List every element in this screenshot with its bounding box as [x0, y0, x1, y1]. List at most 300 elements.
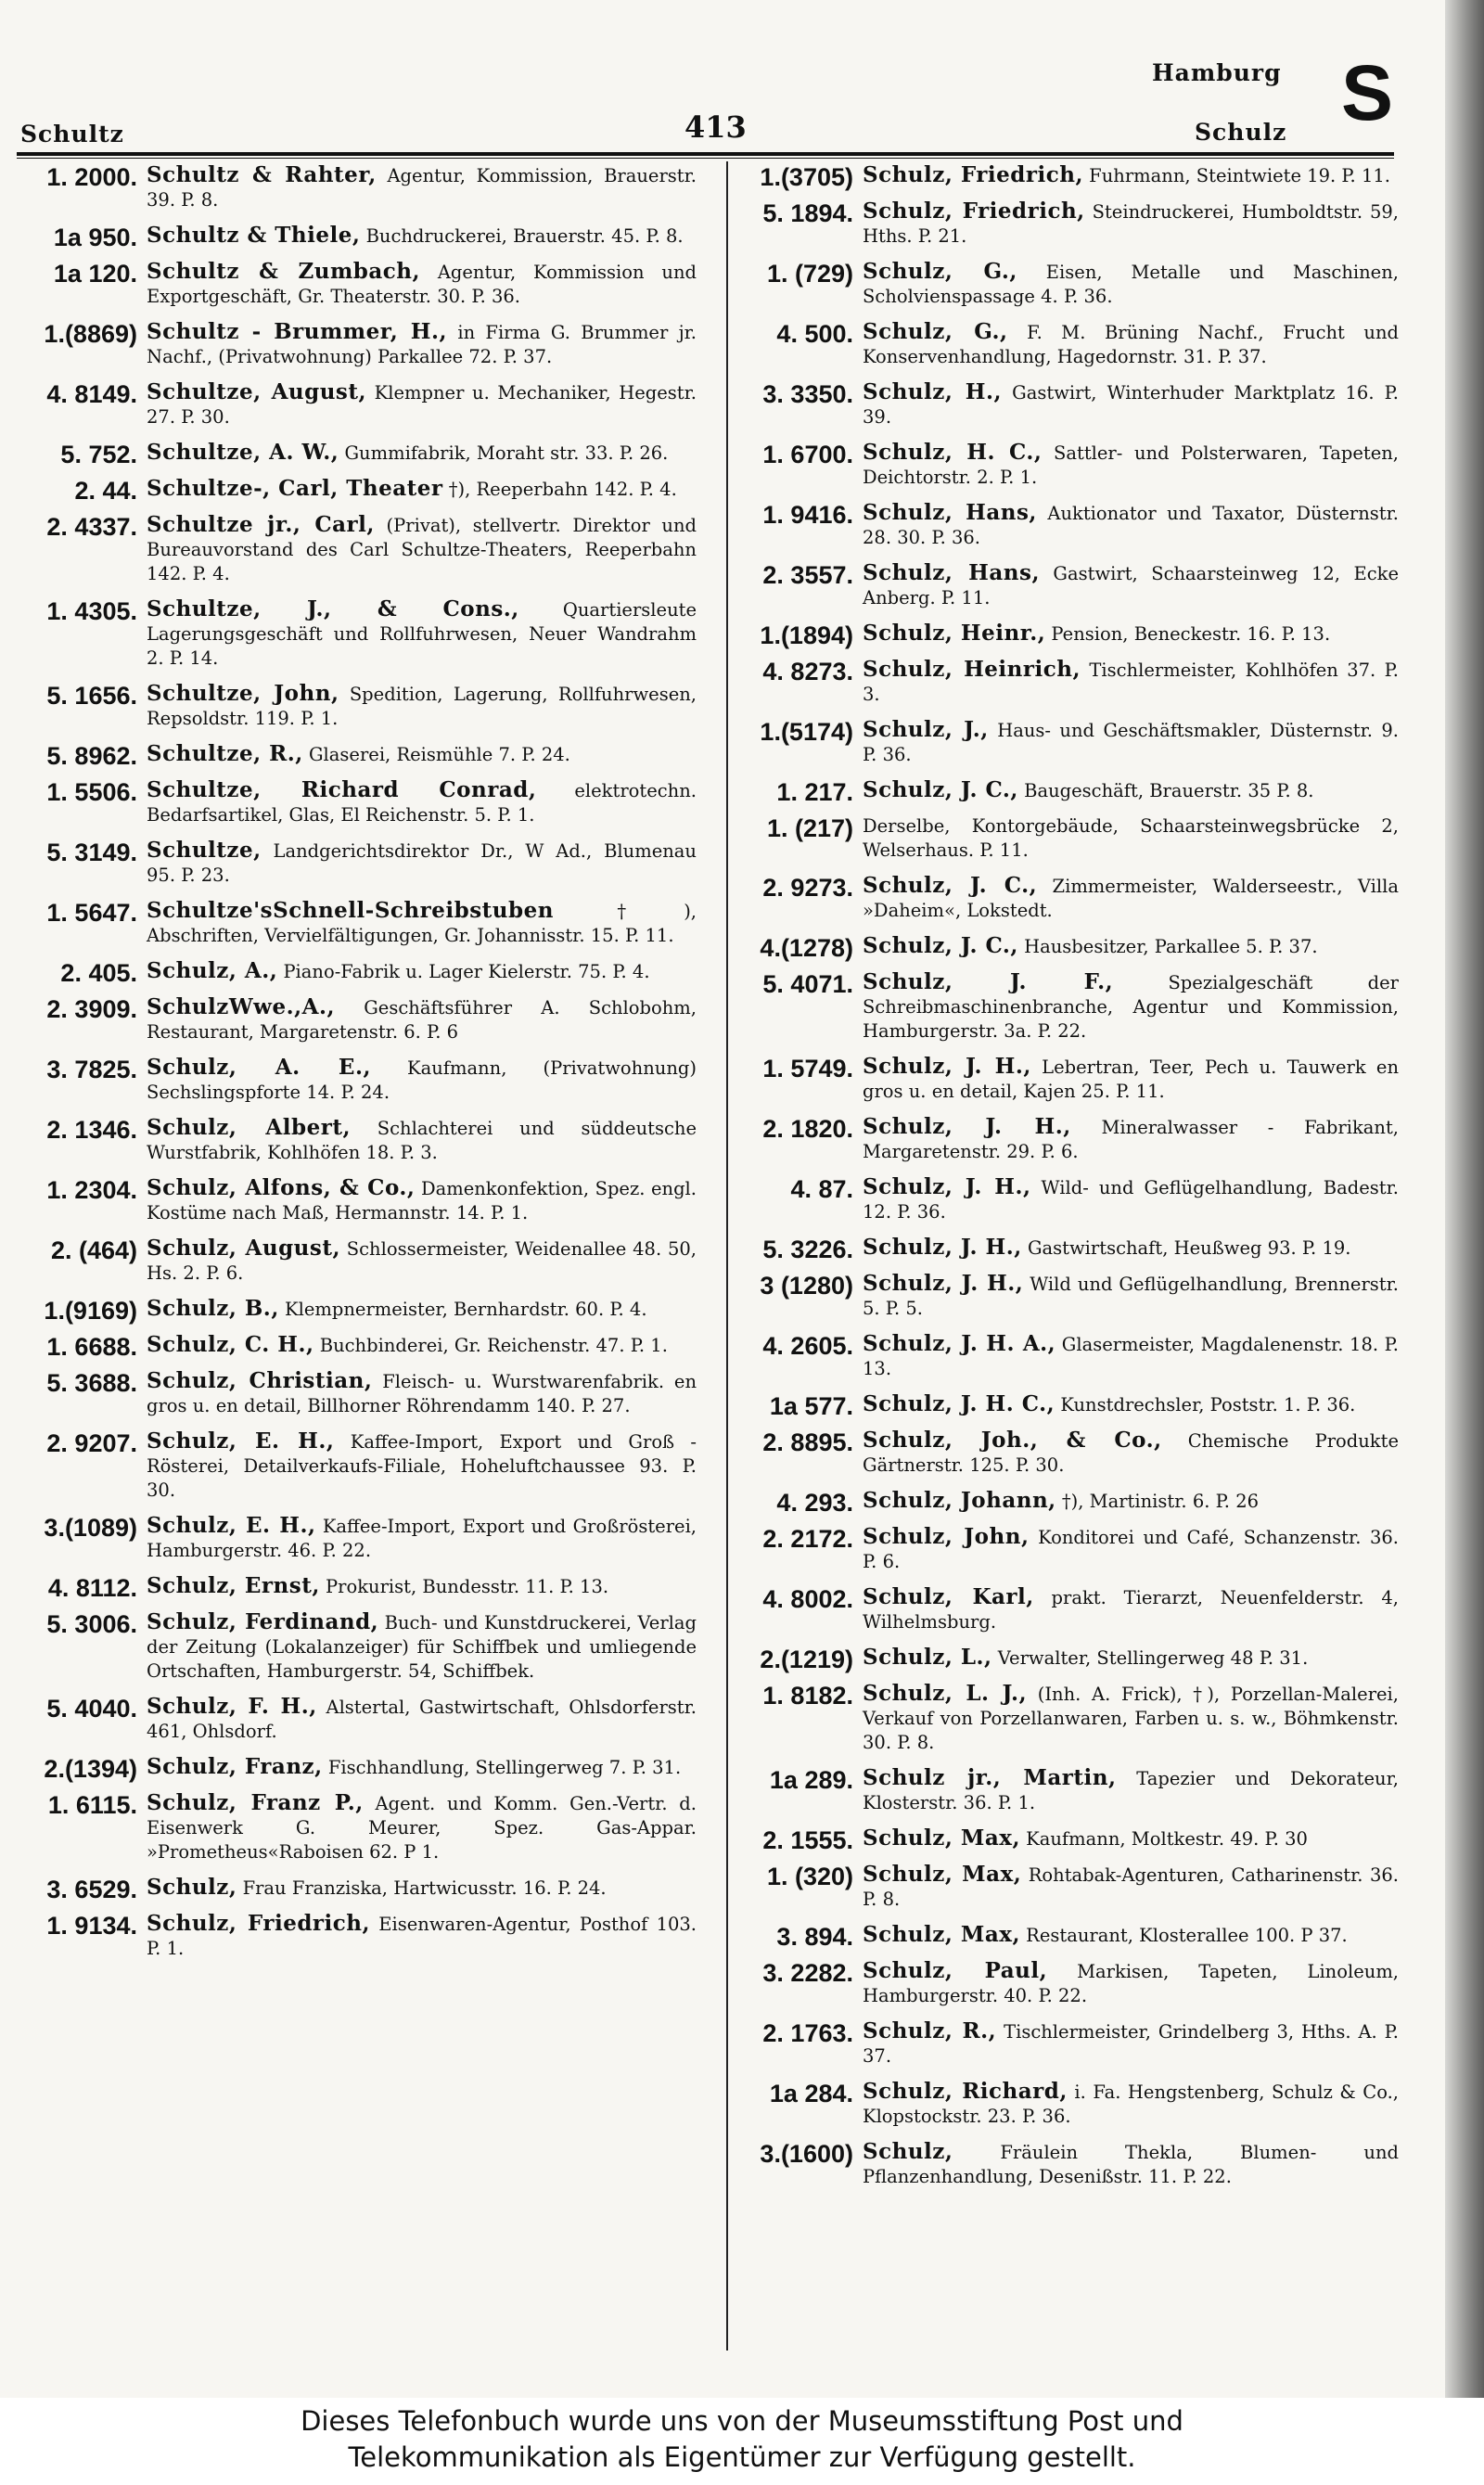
entry-details: Hausbesitzer, Parkallee 5. P. 37.: [1024, 936, 1318, 957]
entry-name: SchulzWwe.,A.,: [147, 994, 335, 1019]
entry-text: [147, 1695, 697, 1744]
entry-details: †), Abschriften, Vervielfältigungen, Gr. Johannisstr. 15. P. 11.: [147, 901, 697, 946]
entry-text: [863, 1175, 1399, 1224]
entry-name: Schulz, Joh., & Co.,: [863, 1428, 1162, 1453]
entry-text: [863, 260, 1399, 309]
directory-entry: [15, 513, 697, 586]
phone-number: 2. (464): [50, 1236, 137, 1264]
directory-entry: [735, 2019, 1399, 2069]
directory-entry: [15, 380, 697, 429]
entry-name: Schultze-, Carl, Theater: [147, 476, 443, 501]
phone-number: 2. 3909.: [46, 995, 137, 1023]
entry-name: Schultze, J., & Cons.,: [147, 596, 519, 621]
phone-number: 3.(1600): [760, 2140, 853, 2168]
entry-text: [147, 513, 697, 586]
phone-number: 1. 5506.: [46, 778, 137, 806]
entry-text: [863, 1489, 1399, 1514]
phone-number: 2. 3557.: [762, 561, 853, 589]
entry-name: Schulz, E. H.,: [147, 1513, 316, 1538]
entry-text: [863, 1236, 1399, 1261]
entry-details: Kaffee-Import, Export und Groß - Rösterei, Detailverkaufs-Filiale, Hoheluftchaussee 93. P. 30.: [147, 1431, 697, 1501]
phone-number: 5. 1894.: [762, 199, 853, 227]
entry-text: [147, 1176, 697, 1225]
phone-number: 3.(1089): [44, 1514, 137, 1542]
entry-text: [147, 1116, 697, 1165]
entry-text: [147, 441, 697, 466]
entry-name: Schultz & Rahter,: [147, 162, 377, 187]
left-column: [15, 163, 697, 1972]
entry-details: Buchbinderei, Gr. Reichenstr. 47. P. 1.: [319, 1335, 668, 1356]
directory-entry: [15, 597, 697, 671]
phone-number: 1.(9169): [44, 1297, 137, 1325]
phone-number: 1. 2304.: [46, 1176, 137, 1204]
directory-entry: [735, 1682, 1399, 1755]
entry-text: [863, 658, 1399, 707]
entry-name: Schulz jr., Martin,: [863, 1765, 1117, 1790]
entry-text: [863, 778, 1399, 803]
entry-text: [863, 1682, 1399, 1755]
entry-details: (Privat), stellvertr. Direktor und Bureauvorstand des Carl Schultze-Theaters, Reeperbahn 142. P. 4.: [147, 515, 697, 584]
entry-details: prakt. Tierarzt, Neuenfelderstr. 4, Wilhelmsburg.: [863, 1587, 1399, 1633]
entry-details: Rohtabak-Agenturen, Catharinenstr. 36. P. 8.: [863, 1864, 1399, 1910]
entry-details: Gastwirt, Schaarsteinweg 12, Ecke Anberg. P. 11.: [863, 563, 1399, 608]
entry-name: Schulz, Friedrich,: [147, 1911, 371, 1936]
phone-number: 1. 4305.: [46, 597, 137, 625]
directory-entry: [735, 1428, 1399, 1478]
phone-number: 4. 8002.: [762, 1585, 853, 1613]
entry-text: [863, 1646, 1399, 1671]
entry-name: Schultze jr., Carl,: [147, 512, 375, 537]
entry-name: Schulz, J. H.,: [863, 1174, 1031, 1199]
entry-text: [147, 742, 697, 767]
entry-details: Zimmermeister, Walderseestr., Villa »Daheim«, Lokstedt.: [863, 876, 1399, 921]
entry-text: [863, 718, 1399, 767]
entry-name: Schulz, Karl,: [863, 1584, 1034, 1609]
entry-details: Eisenwaren-Agentur, Posthof 103. P. 1.: [147, 1914, 697, 1959]
entry-details: Glaserei, Reismühle 7. P. 24.: [308, 744, 570, 765]
entry-name: Schulz,: [863, 2139, 953, 2164]
phone-number: 4. 2605.: [762, 1332, 853, 1360]
phone-number: 5. 3688.: [46, 1369, 137, 1397]
entry-details: Konditorei und Café, Schanzenstr. 36. P. 6.: [863, 1527, 1400, 1572]
directory-entry: [735, 1272, 1399, 1321]
directory-entry: [15, 1116, 697, 1165]
entry-details: Baugeschäft, Brauerstr. 35 P. 8.: [1024, 780, 1314, 801]
entry-text: [147, 477, 697, 502]
entry-details: F. M. Brüning Nachf., Frucht und Konservenhandlung, Hagedornstr. 31. P. 37.: [863, 322, 1400, 367]
directory-entry: [735, 1175, 1399, 1224]
phone-number: 1. 217.: [776, 778, 853, 806]
entry-text: [147, 163, 697, 212]
phone-number: 5. 3226.: [762, 1236, 853, 1263]
phone-number: 3. 3350.: [762, 380, 853, 408]
phone-number: 5. 4040.: [46, 1695, 137, 1723]
phone-number: 1. 8182.: [762, 1682, 853, 1710]
entry-details: Lebertran, Teer, Pech u. Tauwerk en gros u. en detail, Kajen 25. P. 11.: [863, 1057, 1400, 1102]
phone-number: 1. 5749.: [762, 1055, 853, 1082]
phone-number: 3. 2282.: [762, 1959, 853, 1987]
phone-number: 1.(8869): [44, 320, 137, 348]
entry-name: Schulz, Johann,: [863, 1488, 1056, 1513]
entry-details: Agentur, Kommission und Exportgeschäft, Gr. Theaterstr. 30. P. 36.: [147, 262, 697, 307]
phone-number: 1a 284.: [769, 2080, 853, 2107]
entry-details: Wild- und Geflügelhandlung, Badestr. 12. P. 36.: [863, 1177, 1399, 1223]
entry-text: [863, 1392, 1399, 1417]
phone-number: 1a 120.: [53, 260, 137, 288]
phone-number: 4. 8112.: [47, 1574, 137, 1602]
directory-entry: [735, 1825, 1399, 1854]
entry-details: Agent. und Komm. Gen.-Vertr. d. Eisenwerk G. Meurer, Spez. Gas-Appar. »Prometheus«Raboisen 62. P 1.: [147, 1793, 697, 1863]
entry-text: [863, 2019, 1399, 2069]
directory-entry: [15, 1429, 697, 1503]
entry-name: Schulz, A.,: [147, 958, 278, 983]
entry-text: [147, 1574, 697, 1599]
phone-number: 1. 6688.: [46, 1333, 137, 1361]
entry-details: Kaffee-Import, Export und Großrösterei, Hamburgerstr. 46. P. 22.: [147, 1516, 697, 1561]
header-right-keyword: Schulz: [1195, 119, 1287, 146]
entry-text: [863, 1428, 1399, 1478]
entry-name: Schulz, Franz,: [147, 1754, 323, 1779]
directory-entry: [735, 561, 1399, 610]
entry-text: [147, 260, 697, 309]
directory-entry: [735, 814, 1399, 863]
entry-details: †), Reeperbahn 142. P. 4.: [448, 479, 677, 500]
entry-name: Schultze, August,: [147, 379, 367, 404]
phone-number: 2. 44.: [74, 477, 137, 505]
phone-number: 1. 6700.: [762, 441, 853, 468]
directory-entry: [735, 1766, 1399, 1815]
entry-details: Kunstdrechsler, Poststr. 1. P. 36.: [1060, 1394, 1356, 1415]
directory-entry: [15, 778, 697, 827]
entry-text: [147, 320, 697, 369]
directory-entry: [735, 1115, 1399, 1164]
entry-text: [863, 970, 1399, 1044]
phone-number: 3. 894.: [776, 1923, 853, 1951]
directory-entry: [15, 1332, 697, 1361]
directory-entry: [735, 162, 1399, 191]
entry-text: [147, 839, 697, 888]
entry-details: Wild und Geflügelhandlung, Brennerstr. 5. P. 5.: [863, 1274, 1399, 1319]
entry-name: Schulz, H. C.,: [863, 440, 1043, 465]
phone-number: 3. 7825.: [46, 1056, 137, 1083]
entry-name: Schulz, J. F.,: [863, 969, 1114, 994]
entry-details: Geschäftsführer A. Schlobohm, Restaurant, Margaretenstr. 6. P. 6: [147, 997, 697, 1043]
phone-number: 5. 3006.: [46, 1610, 137, 1638]
directory-entry: [735, 1391, 1399, 1420]
entry-details: Kaufmann, Moltkestr. 49. P. 30: [1026, 1828, 1308, 1850]
phone-number: 4. 500.: [776, 320, 853, 348]
footer-notice: [0, 2398, 1484, 2485]
entry-text: [863, 621, 1399, 647]
entry-text: [147, 224, 697, 249]
entry-name: Schultz - Brummer, H.,: [147, 319, 448, 344]
phone-number: 1. 2000.: [46, 163, 137, 191]
directory-entry: [735, 1585, 1399, 1634]
entry-details: i. Fa. Hengstenberg, Schulz & Co., Klopstockstr. 23. P. 36.: [863, 2082, 1400, 2127]
entry-name: Schulz, H.,: [863, 379, 1003, 404]
phone-number: 4. 8149.: [46, 380, 137, 408]
entry-details: Eisen, Metalle und Maschinen, Scholvienspassage 4. P. 36.: [863, 262, 1399, 307]
entry-text: [147, 380, 697, 429]
directory-entry: [15, 1296, 697, 1325]
entry-text: [147, 1333, 697, 1358]
entry-name: Schulz, E. H.,: [147, 1428, 335, 1454]
phone-number: 2. 405.: [60, 959, 137, 987]
entry-text: [863, 1863, 1399, 1912]
directory-entry: [735, 2080, 1399, 2129]
entry-name: Schulz, Friedrich,: [863, 199, 1085, 224]
entry-name: Schulz, Friedrich,: [863, 162, 1083, 187]
entry-text: [863, 2140, 1399, 2189]
entry-details: Auktionator und Taxator, Düsternstr. 28. 30. P. 36.: [863, 503, 1399, 548]
entry-name: Schulz, Max,: [863, 1922, 1020, 1947]
entry-details: Mineralwasser - Fabrikant, Margaretenstr. 29. P. 6.: [863, 1117, 1400, 1162]
entry-details: Fräulein Thekla, Blumen- und Pflanzenhandlung, Desenißstr. 11. P. 22.: [863, 2142, 1399, 2187]
entry-name: Schulz, Hans,: [863, 560, 1040, 585]
footer-line-2: Telekommunikation als Eigentümer zur Verfügung gestellt.: [348, 2441, 1136, 2473]
directory-entry: [735, 621, 1399, 647]
directory-entry: [735, 718, 1399, 767]
phone-number: 5. 1656.: [46, 682, 137, 710]
entry-name: Schulz, R.,: [863, 2018, 997, 2043]
phone-number: 2. 2172.: [762, 1525, 853, 1553]
directory-entry: [735, 199, 1399, 249]
entry-text: [863, 501, 1399, 550]
phone-number: 4. 8273.: [762, 658, 853, 685]
directory-entry: [15, 1176, 697, 1225]
entry-text: [147, 597, 697, 671]
phone-number: 2. 8895.: [762, 1428, 853, 1456]
directory-entry: [15, 899, 697, 948]
entry-text: [863, 934, 1399, 959]
entry-details: Landgerichtsdirektor Dr., W Ad., Blumenau 95. P. 23.: [147, 840, 697, 886]
phone-number: 2. 1763.: [762, 2019, 853, 2047]
entry-text: [863, 2080, 1399, 2129]
header-left-keyword: Schultz: [20, 121, 124, 147]
phone-number: 2. 9273.: [762, 874, 853, 902]
entry-details: Pension, Beneckestr. 16. P. 13.: [1051, 623, 1331, 645]
directory-entry: [15, 260, 697, 309]
entry-text: [147, 995, 697, 1044]
directory-entry: [735, 777, 1399, 806]
entry-text: [863, 1585, 1399, 1634]
entry-text: [147, 778, 697, 827]
directory-entry: [735, 380, 1399, 429]
page-number: 413: [684, 109, 747, 145]
entry-text: [147, 1791, 697, 1864]
directory-entry: [15, 682, 697, 731]
entry-text: [863, 1115, 1399, 1164]
phone-number: 5. 752.: [60, 441, 137, 468]
entry-name: Schulz, Heinrich,: [863, 657, 1081, 682]
entry-name: Schulz, F. H.,: [147, 1694, 317, 1719]
entry-name: Schulz, Albert,: [147, 1115, 351, 1140]
entry-name: Schulz, J. H.,: [863, 1271, 1024, 1296]
directory-entry: [735, 1525, 1399, 1574]
entry-details: Derselbe, Kontorgebäude, Schaarsteinwegsbrücke 2, Welserhaus. P. 11.: [863, 815, 1399, 861]
phone-number: 5. 3149.: [46, 839, 137, 866]
entry-text: [147, 959, 697, 984]
entry-details: Schlachterei und süddeutsche Wurstfabrik, Kohlhöfen 18. P. 3.: [147, 1118, 697, 1163]
entry-text: [863, 814, 1399, 863]
directory-entry: [15, 1514, 697, 1563]
entry-details: Restaurant, Klosterallee 100. P 37.: [1026, 1925, 1348, 1946]
entry-text: [147, 1755, 697, 1780]
entry-details: Buchdruckerei, Brauerstr. 45. P. 8.: [365, 225, 684, 247]
directory-entry: [15, 1236, 697, 1286]
directory-entry: [735, 441, 1399, 490]
entry-details: Glasermeister, Magdalenenstr. 18. P. 13.: [863, 1334, 1399, 1379]
directory-entry: [15, 1610, 697, 1684]
entry-name: Schultze, John,: [147, 681, 339, 706]
directory-entry: [735, 874, 1399, 923]
directory-entry: [15, 1876, 697, 1901]
directory-entry: [735, 1863, 1399, 1912]
directory-entry: [735, 1922, 1399, 1951]
directory-entry: [15, 1573, 697, 1602]
entry-name: Schulz, B.,: [147, 1296, 279, 1321]
entry-name: Schulz, G.,: [863, 259, 1017, 284]
footer-line-1: Dieses Telefonbuch wurde uns von der Museumsstiftung Post und: [301, 2405, 1183, 2437]
directory-entry: [735, 933, 1399, 962]
entry-name: Schulz, Ferdinand,: [147, 1609, 379, 1634]
directory-entry: [735, 260, 1399, 309]
entry-name: Schulz, John,: [863, 1524, 1030, 1549]
directory-entry: [735, 2140, 1399, 2189]
phone-number: 1.(3705): [760, 163, 853, 191]
entry-name: Schulz, Hans,: [863, 500, 1037, 525]
entry-details: Markisen, Tapeten, Linoleum, Hamburgerstr. 40. P. 22.: [863, 1961, 1400, 2006]
entry-text: [147, 1514, 697, 1563]
entry-details: Schlossermeister, Weidenallee 48. 50, Hs. 2. P. 6.: [147, 1238, 697, 1284]
directory-entry: [15, 320, 697, 369]
directory-entry: [15, 958, 697, 987]
entry-details: Piano-Fabrik u. Lager Kielerstr. 75. P. 4.: [283, 961, 650, 982]
entry-name: Schulz, Richard,: [863, 2079, 1068, 2104]
directory-entry: [15, 1912, 697, 1961]
entry-details: Spezialgeschäft der Schreibmaschinenbranche, Agentur und Kommission, Hamburgerstr. 3a. P. 22.: [863, 972, 1399, 1042]
entry-details: Agentur, Kommission, Brauerstr. 39. P. 8.: [147, 165, 697, 211]
entry-text: [863, 1332, 1399, 1381]
entry-text: [863, 320, 1399, 369]
phone-number: 3. 6529.: [46, 1876, 137, 1903]
entry-text: [863, 561, 1399, 610]
entry-text: [863, 199, 1399, 249]
entry-text: [863, 380, 1399, 429]
entry-text: [147, 1056, 697, 1105]
directory-entry: [735, 1959, 1399, 2008]
entry-name: Schulz, Alfons, & Co.,: [147, 1175, 416, 1200]
entry-text: [147, 1236, 697, 1286]
entry-name: Schulz, Christian,: [147, 1368, 373, 1393]
entry-name: Schulz, C. H.,: [147, 1332, 314, 1357]
entry-name: Schultze,: [147, 838, 262, 863]
directory-entry: [735, 658, 1399, 707]
entry-details: Fuhrmann, Steintwiete 19. P. 11.: [1089, 165, 1390, 186]
phone-number: 1. (217): [766, 814, 853, 842]
phone-number: 1. 5647.: [46, 899, 137, 927]
entry-details: (Inh. A. Frick), †), Porzellan-Malerei, Verkauf von Porzellanwaren, Farben u. s. w., Böhmkenstr. 30. P. 8.: [863, 1684, 1399, 1753]
entry-name: Schulz, J. C.,: [863, 873, 1038, 898]
entry-details: Tischlermeister, Kohlhöfen 37. P. 3.: [863, 660, 1399, 705]
directory-entry: [735, 1236, 1399, 1261]
entry-details: Kaufmann, (Privatwohnung) Sechslingspforte 14. P. 24.: [147, 1057, 697, 1103]
entry-name: Schulz, J. H.,: [863, 1054, 1031, 1079]
entry-name: Schulz, J. C.,: [863, 933, 1018, 958]
entry-details: Fleisch- u. Wurstwarenfabrik. en gros u. en detail, Billhorner Röhrendamm 140. P. 27.: [147, 1371, 697, 1416]
entry-details: Prokurist, Bundesstr. 11. P. 13.: [326, 1576, 609, 1597]
entry-name: Schulz, Paul,: [863, 1958, 1048, 1983]
entry-details: Tapezier und Dekorateur, Klosterstr. 36. P. 1.: [863, 1768, 1399, 1813]
entry-details: Verwalter, Stellingerweg 48 P. 31.: [997, 1647, 1309, 1669]
entry-text: [863, 1055, 1399, 1104]
phone-number: 2.(1394): [44, 1755, 137, 1783]
directory-entry: [735, 1055, 1399, 1104]
directory-entry: [15, 224, 697, 249]
directory-entry: [15, 1369, 697, 1418]
phone-number: 1. (320): [766, 1863, 853, 1890]
directory-entry: [15, 163, 697, 212]
directory-entry: [735, 320, 1399, 369]
entry-details: Steindruckerei, Humboldtstr. 59, Hths. P. 21.: [863, 201, 1399, 247]
directory-entry: [15, 1754, 697, 1783]
entry-details: Frau Franziska, Hartwicusstr. 16. P. 24.: [242, 1877, 607, 1899]
entry-name: Schulz, L.,: [863, 1645, 992, 1670]
phone-number: 1.(5174): [760, 718, 853, 746]
entry-details: Damenkonfektion, Spez. engl. Kostüme nach Maß, Hermannstr. 14. P. 1.: [147, 1178, 697, 1223]
header-city: Hamburg: [1152, 59, 1282, 86]
entry-name: Schultz & Zumbach,: [147, 259, 421, 284]
entry-name: Schultze'sSchnell-Schreibstuben: [147, 898, 554, 923]
entry-name: Schulz, A. E.,: [147, 1055, 371, 1080]
entry-details: †), Martinistr. 6. P. 26: [1061, 1491, 1260, 1512]
entry-details: Sattler- und Polsterwaren, Tapeten, Deichtorstr. 2. P. 1.: [863, 442, 1400, 488]
entry-name: Schultze, R.,: [147, 741, 303, 766]
phone-number: 2.(1219): [760, 1646, 853, 1673]
entry-name: Schulz, J. H. C.,: [863, 1391, 1055, 1416]
entry-text: [147, 1429, 697, 1503]
entry-text: [147, 899, 697, 948]
directory-entry: [15, 441, 697, 466]
entry-name: Schulz,: [147, 1875, 237, 1900]
entry-name: Schulz, J. H. A.,: [863, 1331, 1056, 1356]
entry-text: [863, 1959, 1399, 2008]
page-edge-shadow: [1445, 0, 1484, 2398]
entry-name: Schulz, J.,: [863, 717, 989, 742]
entry-details: Quartiersleute Lagerungsgeschäft und Rollfuhrwesen, Neuer Wandrahm 2. P. 14.: [147, 599, 697, 669]
phone-number: 2. 1555.: [762, 1826, 853, 1854]
phone-number: 1a 950.: [53, 224, 137, 251]
phone-number: 4. 293.: [776, 1489, 853, 1517]
right-column: [735, 163, 1399, 2200]
directory-entry: [15, 1695, 697, 1744]
phone-number: 5. 8962.: [46, 742, 137, 770]
entry-text: [863, 1826, 1399, 1851]
phone-number: 1. 9416.: [762, 501, 853, 529]
phone-number: 2. 1346.: [46, 1116, 137, 1144]
entry-text: [147, 1912, 697, 1961]
entry-details: Buch- und Kunstdruckerei, Verlag der Zeitung (Lokalanzeiger) für Schiffbek und umliegende Ortschaften, Hamburgerstr. 54, Schiffbek.: [147, 1612, 697, 1682]
directory-entry: [15, 1056, 697, 1105]
entry-name: Schultz & Thiele,: [147, 223, 361, 248]
entry-details: elektrotechn. Bedarfsartikel, Glas, El Reichenstr. 5. P. 1.: [147, 780, 697, 826]
entry-name: Schulz, Ernst,: [147, 1573, 320, 1598]
directory-entry: [15, 476, 697, 505]
phone-number: 4.(1278): [760, 934, 853, 962]
entry-text: [147, 1297, 697, 1322]
entry-name: Schulz, August,: [147, 1236, 340, 1261]
directory-entry: [15, 1791, 697, 1864]
